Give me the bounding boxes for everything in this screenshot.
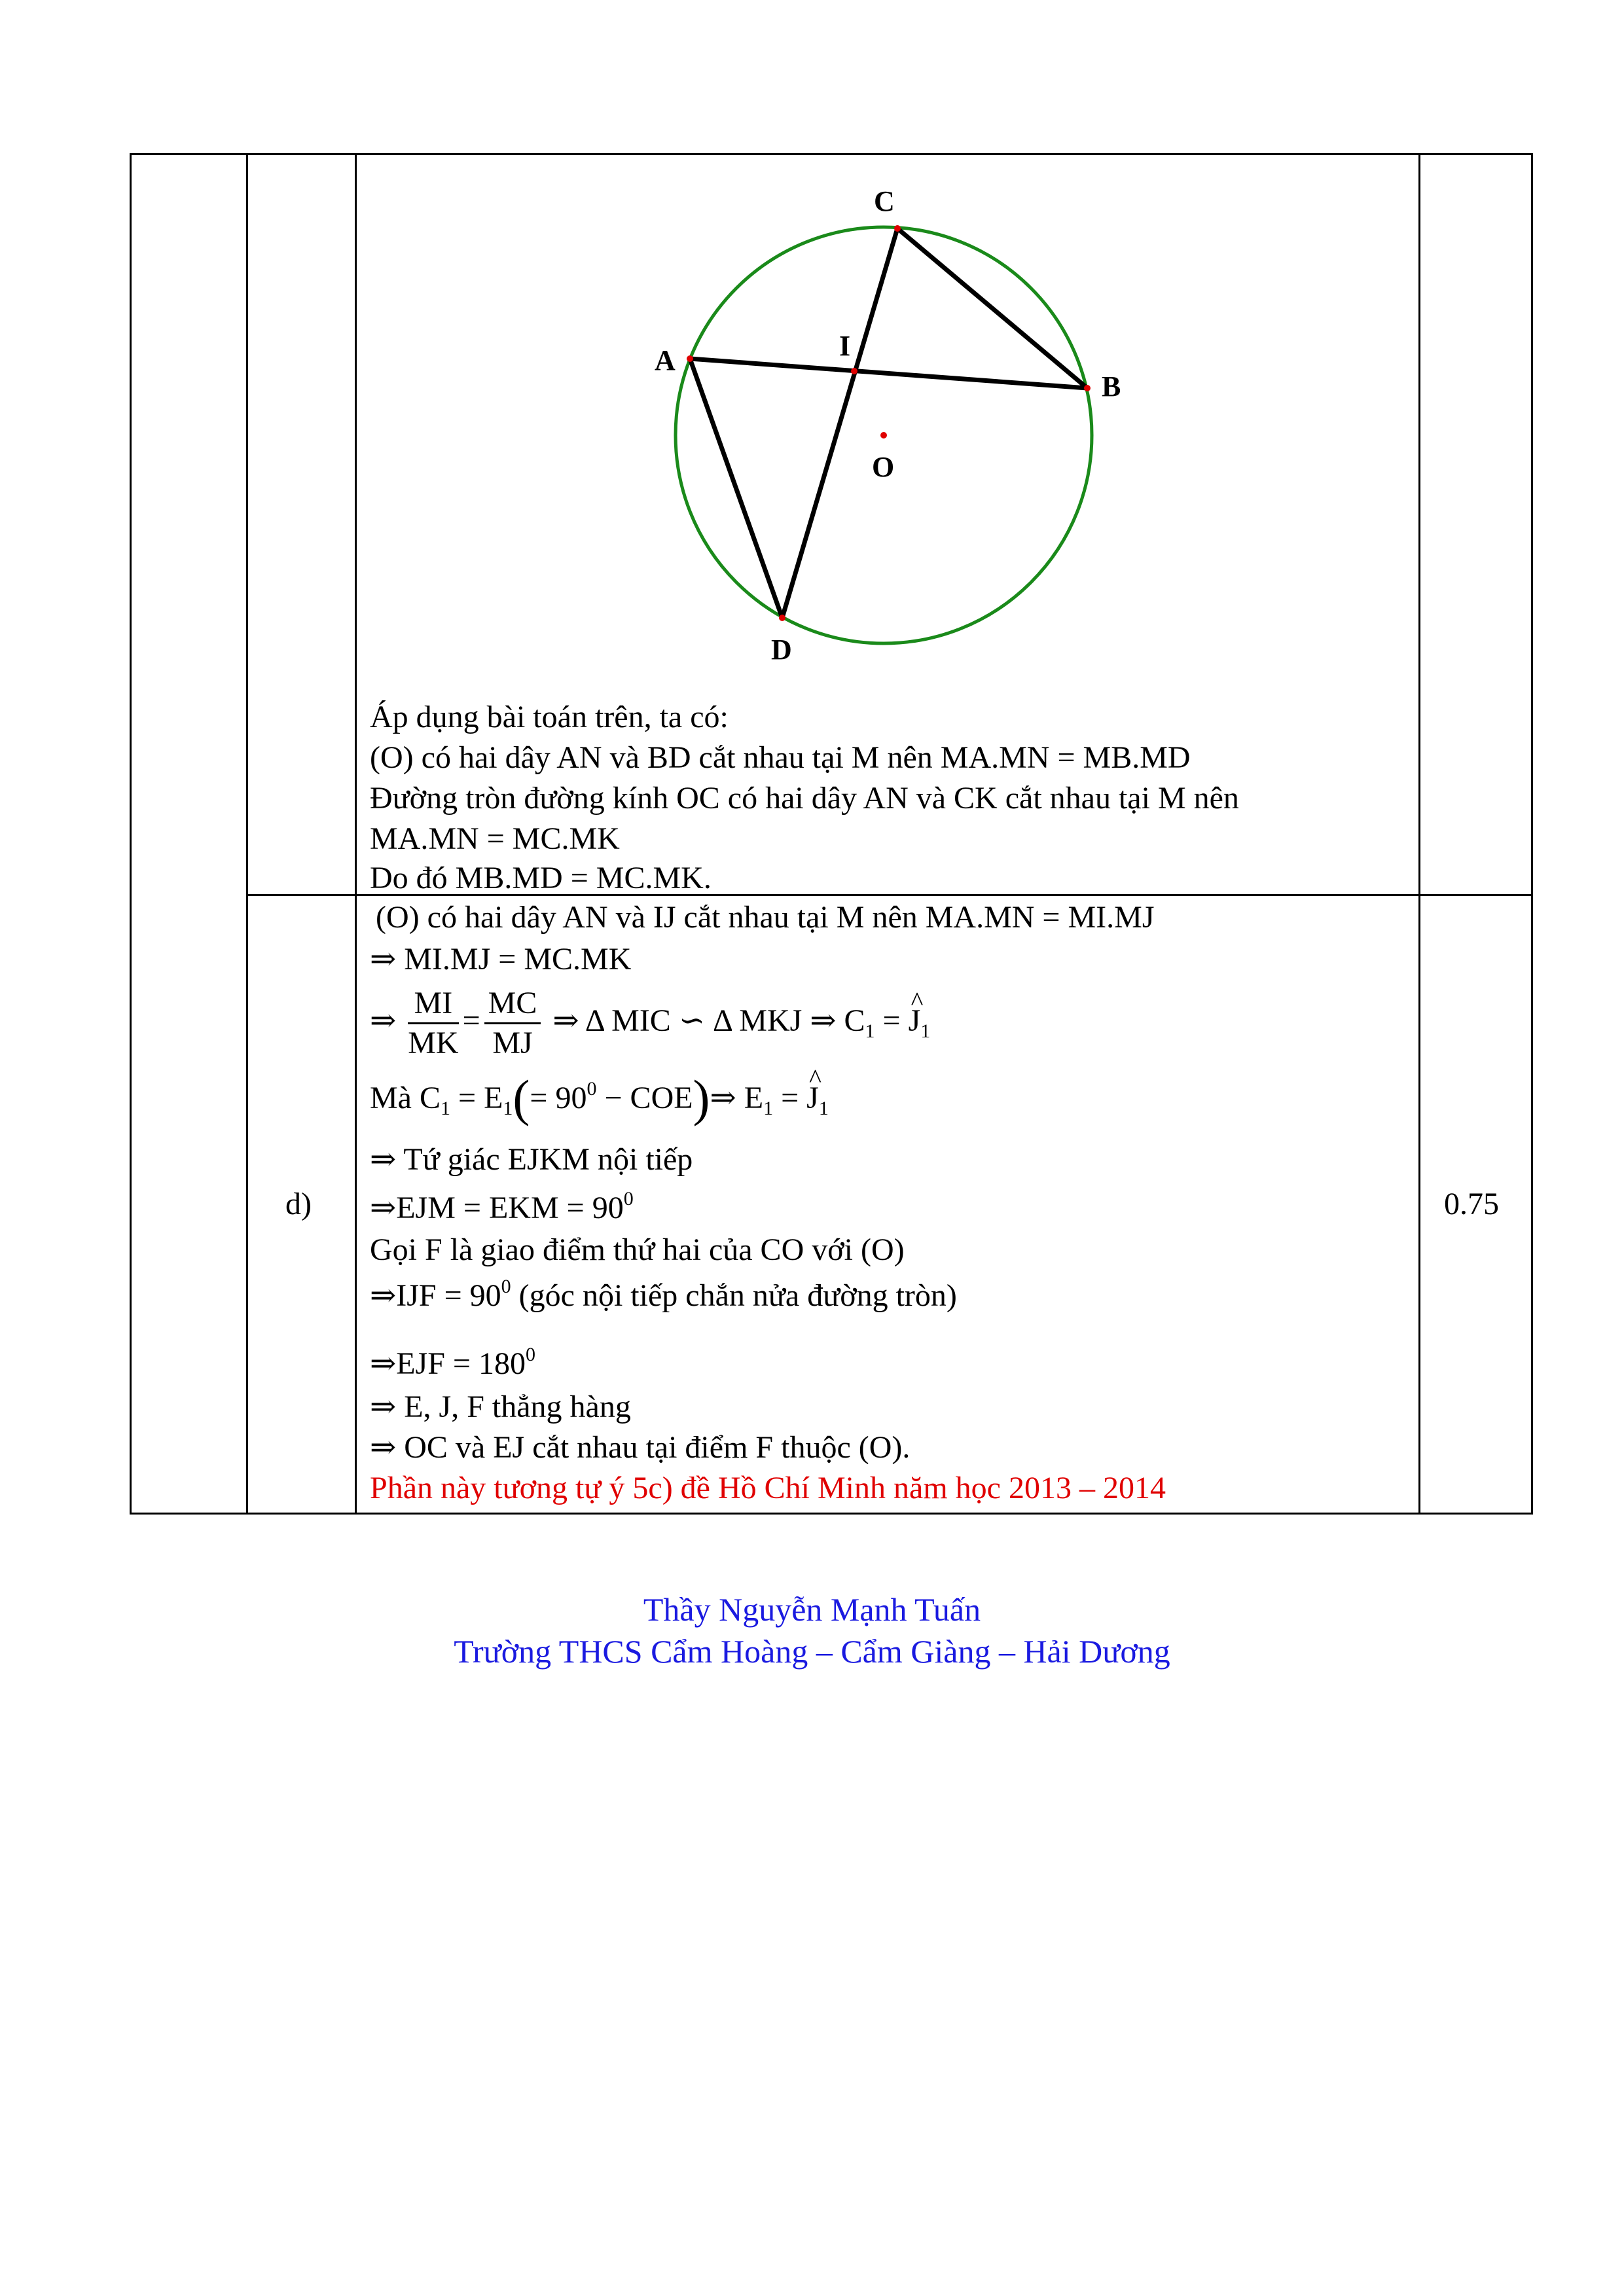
- point-o: [880, 432, 887, 439]
- implies-symbol: ⇒: [370, 942, 397, 977]
- row1-line-4: MA.MN = MC.MK: [370, 821, 620, 856]
- solution-line-9: [370, 1344, 535, 1388]
- fraction-denominator: MK: [408, 1026, 459, 1061]
- solution-line-3: ⇒ $\frac{MI}{MK}$ = $\frac{MC}{MJ}$ ⇒ Δ MIC ∽ Δ MKJ ⇒ $C_1$ = ^ $J_1$: [370, 982, 930, 1064]
- equation-text: IJF = 90: [396, 1278, 501, 1313]
- subscript: 1: [920, 1020, 931, 1042]
- paren-open: (: [513, 1069, 530, 1126]
- implies-symbol: ⇒: [370, 1346, 397, 1381]
- angle-c: C: [844, 1003, 865, 1038]
- implies-symbol: ⇒: [710, 1081, 736, 1115]
- score-value: 0.75: [1444, 1187, 1499, 1221]
- solution-line-5: [370, 1140, 693, 1179]
- subscript: 1: [818, 1098, 829, 1119]
- equation-text: EJF = 180: [396, 1346, 526, 1381]
- point-b: [1084, 385, 1091, 391]
- segment-cb: [897, 228, 1087, 388]
- implies-symbol: ⇒: [370, 1142, 397, 1177]
- table-border-bottom: [130, 1513, 1533, 1515]
- angle-90: 90: [555, 1081, 587, 1115]
- point-i: [851, 368, 857, 374]
- solution-line-8: [370, 1276, 957, 1319]
- triangle-mic: Δ MIC: [585, 1003, 671, 1038]
- paren-close: ): [693, 1069, 710, 1126]
- angle-c: C: [419, 1081, 441, 1115]
- angle-e: E: [744, 1081, 764, 1115]
- angle-j-hat: ^ J: [909, 982, 921, 1060]
- subscript: 1: [763, 1098, 774, 1119]
- explanation-text: (góc nội tiếp chắn nửa đường tròn): [518, 1278, 957, 1313]
- point-a: [687, 355, 693, 362]
- superscript: 0: [586, 1078, 597, 1100]
- solution-line-11: [370, 1428, 910, 1467]
- reference-note: Phần này tương tự ý 5c) đề Hồ Chí Minh năm học 2013 – 2014: [370, 1471, 1166, 1505]
- label-i: I: [839, 330, 851, 362]
- row1-line-3: Đường tròn đường kính OC có hai dây AN và CK cắt nhau tại M nên: [370, 781, 1239, 816]
- solution-line-7: Gọi F là giao điểm thứ hai của CO với (O): [370, 1232, 905, 1267]
- implies-symbol: ⇒: [370, 1430, 397, 1465]
- statement-text: Tứ giác EJKM nội tiếp: [403, 1142, 693, 1177]
- angle-e: E: [484, 1081, 503, 1115]
- superscript: 0: [501, 1276, 511, 1297]
- statement-text: E, J, F thẳng hàng: [404, 1390, 631, 1424]
- row1-line-2: (O) có hai dây AN và BD cắt nhau tại M nên MA.MN = MB.MD: [370, 740, 1191, 775]
- similar-symbol: ∽: [678, 1003, 706, 1038]
- subscript: 1: [441, 1098, 450, 1119]
- label-b: B: [1102, 370, 1121, 403]
- solution-line-2: [370, 940, 631, 979]
- solution-line-4: Mà $C_1 = E_1(= 90^0$ − COE)⇒ $E_1$ = ^ $J_1$: [370, 1079, 829, 1122]
- implies-symbol: ⇒: [552, 1003, 579, 1038]
- solution-line-6: [370, 1189, 634, 1232]
- part-label: d): [285, 1187, 312, 1221]
- school-name: Trường THCS Cẩm Hoàng – Cẩm Giàng – Hải Dương: [454, 1633, 1170, 1670]
- segment-ad: [690, 359, 782, 618]
- chord-cd: [782, 228, 897, 618]
- label-d: D: [771, 634, 792, 666]
- point-d: [779, 615, 785, 621]
- fraction-numerator: MC: [484, 984, 541, 1024]
- label-o: O: [872, 451, 895, 483]
- chord-ab: [690, 359, 1087, 388]
- solution-line-1: (O) có hai dây AN và IJ cắt nhau tại M nên MA.MN = MI.MJ: [376, 900, 1155, 935]
- superscript: 0: [525, 1344, 535, 1365]
- point-c: [894, 225, 901, 232]
- implies-symbol: ⇒: [370, 1003, 397, 1038]
- implies-symbol: ⇒: [370, 1191, 397, 1225]
- implies-symbol: ⇒: [810, 1003, 837, 1038]
- implies-symbol: ⇒: [370, 1390, 397, 1424]
- superscript: 0: [623, 1188, 634, 1210]
- solution-line-10: [370, 1388, 631, 1427]
- fraction-denominator: MJ: [492, 1026, 533, 1061]
- subscript: 1: [503, 1098, 513, 1119]
- triangle-mkj: Δ MKJ: [713, 1003, 803, 1038]
- geometry-figure: [0, 0, 1624, 720]
- implies-symbol: ⇒: [370, 1278, 397, 1313]
- fraction-numerator: MI: [408, 984, 458, 1024]
- fraction-mi-mk: [408, 984, 458, 1062]
- statement-text: OC và EJ cắt nhau tại điểm F thuộc (O).: [404, 1430, 911, 1465]
- label-c: C: [874, 185, 895, 217]
- row1-line-1: Áp dụng bài toán trên, ta có:: [370, 700, 729, 734]
- label-a: A: [655, 344, 676, 376]
- text-ma: Mà: [370, 1081, 412, 1115]
- fraction-mc-mj: [484, 984, 541, 1062]
- author-name: Thầy Nguyễn Mạnh Tuấn: [643, 1591, 981, 1628]
- equation-text: MI.MJ = MC.MK: [404, 942, 632, 977]
- equation-text: EJM = EKM = 90: [396, 1191, 624, 1225]
- subscript: 1: [865, 1020, 875, 1042]
- angle-j-hat: ^ J: [806, 1079, 819, 1118]
- row1-line-5: Do đó MB.MD = MC.MK.: [370, 861, 712, 895]
- angle-coe: COE: [630, 1081, 693, 1115]
